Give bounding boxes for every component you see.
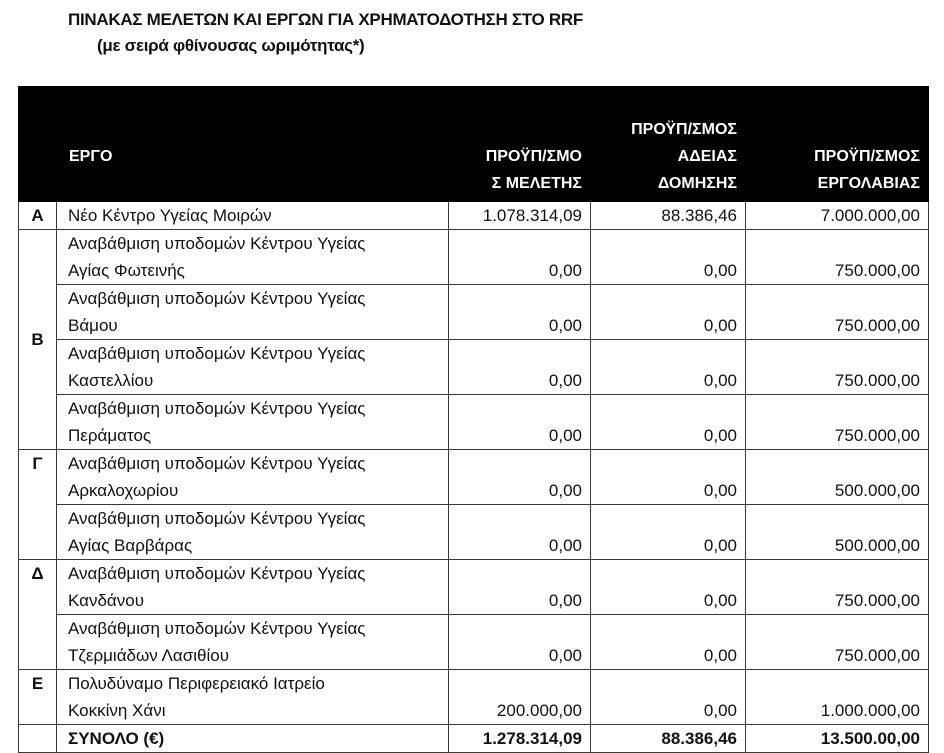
project-name bbox=[57, 202, 449, 230]
study-budget-cell: 1.078.314,09 bbox=[449, 202, 591, 230]
group-label-e: Ε bbox=[19, 670, 57, 725]
group-label-b: Β bbox=[19, 230, 57, 450]
projects-table bbox=[18, 86, 929, 753]
contract-budget-cell: 750.000,00 bbox=[746, 615, 929, 670]
table-header-row bbox=[19, 87, 929, 202]
project-name bbox=[57, 230, 449, 285]
total-contract-budget: 13.500.00,00 bbox=[746, 725, 929, 753]
study-budget-cell: 0,00 bbox=[449, 395, 591, 450]
permit-budget-cell: 0,00 bbox=[591, 505, 746, 560]
header-permit-budget bbox=[591, 87, 746, 202]
project-name-line2: Κανδάνου bbox=[68, 591, 145, 610]
study-budget-cell: 0,00 bbox=[449, 505, 591, 560]
header-contract-budget-line2: ΕΡΓΟΛΑΒΙΑΣ bbox=[817, 175, 920, 192]
project-name-line1: Νέο Κέντρο Υγείας Μοιρών bbox=[68, 206, 272, 225]
table-row bbox=[19, 202, 929, 230]
study-budget-cell: 0,00 bbox=[449, 450, 591, 505]
document-subtitle: (με σειρά φθίνουσας ωριμότητας*) bbox=[97, 36, 365, 55]
header-contract-budget bbox=[746, 87, 929, 202]
study-budget-cell: 0,00 bbox=[449, 285, 591, 340]
header-project-label: ΕΡΓΟ bbox=[69, 148, 113, 165]
contract-budget-cell: 750.000,00 bbox=[746, 230, 929, 285]
project-name-line1: Αναβάθμιση υποδομών Κέντρου Υγείας bbox=[68, 234, 366, 253]
group-label-g: Γ bbox=[19, 450, 57, 560]
project-name-line2: Βάμου bbox=[68, 316, 118, 335]
project-name-line2: Περάματος bbox=[68, 426, 152, 445]
table-row bbox=[19, 395, 929, 450]
header-study-budget-line1: ΠΡΟΫΠ/ΣΜΟ bbox=[485, 148, 582, 165]
permit-budget-cell: 0,00 bbox=[591, 340, 746, 395]
header-project bbox=[57, 87, 449, 202]
project-name-line2: Αγίας Βαρβάρας bbox=[68, 536, 193, 555]
table-row bbox=[19, 230, 929, 285]
document-title: ΠΙΝΑΚΑΣ ΜΕΛΕΤΩΝ ΚΑΙ ΕΡΓΩΝ ΓΙΑ ΧΡΗΜΑΤΟΔΟΤΗΣΗ ΣΤΟ RRF bbox=[68, 10, 583, 29]
permit-budget-cell: 0,00 bbox=[591, 395, 746, 450]
project-name bbox=[57, 285, 449, 340]
total-row bbox=[19, 725, 929, 753]
project-name bbox=[57, 340, 449, 395]
study-budget-cell: 0,00 bbox=[449, 560, 591, 615]
permit-budget-cell: 0,00 bbox=[591, 670, 746, 725]
project-name-line1: Αναβάθμιση υποδομών Κέντρου Υγείας bbox=[68, 564, 366, 583]
contract-budget-cell: 750.000,00 bbox=[746, 285, 929, 340]
project-name-line2: Κοκκίνη Χάνι bbox=[68, 701, 166, 720]
study-budget-cell: 0,00 bbox=[449, 230, 591, 285]
contract-budget-cell: 7.000.000,00 bbox=[746, 202, 929, 230]
header-permit-budget-line2: ΑΔΕΙΑΣ bbox=[677, 148, 737, 165]
project-name-line1: Αναβάθμιση υποδομών Κέντρου Υγείας bbox=[68, 454, 366, 473]
project-name bbox=[57, 560, 449, 615]
contract-budget-cell: 750.000,00 bbox=[746, 560, 929, 615]
group-label-a: Α bbox=[19, 202, 57, 230]
contract-budget-cell: 750.000,00 bbox=[746, 340, 929, 395]
table-row bbox=[19, 560, 929, 615]
project-name-line1: Αναβάθμιση υποδομών Κέντρου Υγείας bbox=[68, 289, 366, 308]
project-name bbox=[57, 615, 449, 670]
project-name bbox=[57, 395, 449, 450]
total-group-cell bbox=[19, 725, 57, 753]
permit-budget-cell: 0,00 bbox=[591, 560, 746, 615]
permit-budget-cell: 0,00 bbox=[591, 285, 746, 340]
contract-budget-cell: 1.000.000,00 bbox=[746, 670, 929, 725]
permit-budget-cell: 0,00 bbox=[591, 450, 746, 505]
project-name-line1: Αναβάθμιση υποδομών Κέντρου Υγείας bbox=[68, 399, 366, 418]
header-permit-budget-line1: ΠΡΟΫΠ/ΣΜΟΣ bbox=[631, 121, 737, 138]
project-name bbox=[57, 450, 449, 505]
project-name-line2: Αρκαλοχωρίου bbox=[68, 481, 179, 500]
header-contract-budget-line1: ΠΡΟΫΠ/ΣΜΟΣ bbox=[814, 148, 920, 165]
project-name bbox=[57, 505, 449, 560]
study-budget-cell: 200.000,00 bbox=[449, 670, 591, 725]
table-row bbox=[19, 615, 929, 670]
project-name-line2: Αγίας Φωτεινής bbox=[68, 261, 185, 280]
header-study-budget-line2: Σ ΜΕΛΕΤΗΣ bbox=[491, 175, 582, 192]
contract-budget-cell: 500.000,00 bbox=[746, 505, 929, 560]
permit-budget-cell: 0,00 bbox=[591, 230, 746, 285]
project-name-line2: Καστελλίου bbox=[68, 371, 154, 390]
project-name-line2: Τζερμιάδων Λασιθίου bbox=[68, 646, 229, 665]
project-name-line1: Αναβάθμιση υποδομών Κέντρου Υγείας bbox=[68, 344, 366, 363]
permit-budget-cell: 0,00 bbox=[591, 615, 746, 670]
project-name-line1: Αναβάθμιση υποδομών Κέντρου Υγείας bbox=[68, 509, 366, 528]
header-study-budget bbox=[449, 87, 591, 202]
table-row bbox=[19, 505, 929, 560]
header-group bbox=[19, 87, 57, 202]
table-row bbox=[19, 285, 929, 340]
contract-budget-cell: 750.000,00 bbox=[746, 395, 929, 450]
contract-budget-cell: 500.000,00 bbox=[746, 450, 929, 505]
group-label-d: Δ bbox=[19, 560, 57, 670]
header-permit-budget-line3: ΔΟΜΗΣΗΣ bbox=[657, 175, 737, 192]
total-permit-budget: 88.386,46 bbox=[591, 725, 746, 753]
total-study-budget: 1.278.314,09 bbox=[449, 725, 591, 753]
total-label: ΣΥΝΟΛΟ (€) bbox=[57, 725, 449, 753]
table-row bbox=[19, 450, 929, 505]
project-name-line1: Πολυδύναμο Περιφερειακό Ιατρείο bbox=[68, 674, 325, 693]
project-name-line1: Αναβάθμιση υποδομών Κέντρου Υγείας bbox=[68, 619, 366, 638]
study-budget-cell: 0,00 bbox=[449, 340, 591, 395]
table-row bbox=[19, 670, 929, 725]
table-row bbox=[19, 340, 929, 395]
permit-budget-cell: 88.386,46 bbox=[591, 202, 746, 230]
study-budget-cell: 0,00 bbox=[449, 615, 591, 670]
project-name bbox=[57, 670, 449, 725]
